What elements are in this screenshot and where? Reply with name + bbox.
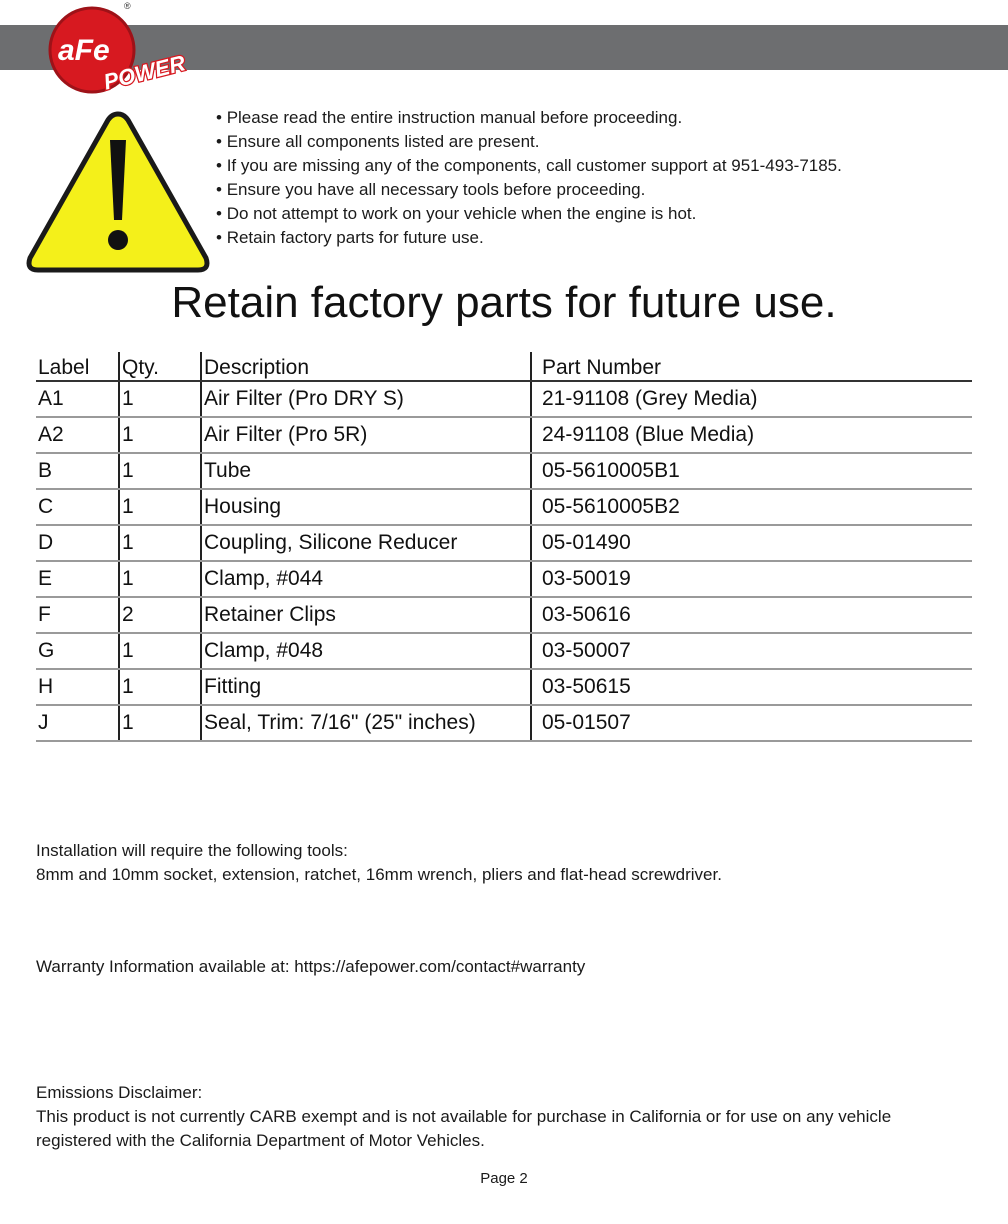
page-title: Retain factory parts for future use. [171,278,837,327]
cell-label: D [36,525,119,561]
svg-text:®: ® [124,2,131,11]
table-row [36,525,972,561]
cell-label: F [36,597,119,633]
cell-part-number: 05-01490 [531,525,972,561]
table-row [36,417,972,453]
cell-qty: 1 [119,417,201,453]
cell-qty: 1 [119,669,201,705]
emissions-text: This product is not currently CARB exempt and is not available for purchase in California or for use on any vehicle registered with the California Department of Motor Vehicles. [36,1107,892,1150]
cell-part-number: 03-50616 [531,597,972,633]
cell-description: Air Filter (Pro 5R) [201,417,531,453]
warning-note: • If you are missing any of the components, call customer support at 951-493-7185. [216,154,842,178]
cell-label: J [36,705,119,741]
cell-description: Air Filter (Pro DRY S) [201,381,531,417]
cell-description: Tube [201,453,531,489]
cell-qty: 1 [119,525,201,561]
cell-label: A1 [36,381,119,417]
warning-note: • Please read the entire instruction manual before proceeding. [216,106,842,130]
cell-qty: 1 [119,489,201,525]
table-row [36,597,972,633]
afe-power-logo [42,2,202,102]
warning-note: • Ensure all components listed are present. [216,130,842,154]
cell-qty: 1 [119,561,201,597]
cell-part-number: 03-50615 [531,669,972,705]
table-row [36,561,972,597]
logo-tagline: POWER [101,50,188,95]
header-label: Label [36,352,119,381]
warning-triangle-icon [24,108,212,276]
cell-label: G [36,633,119,669]
cell-qty: 1 [119,453,201,489]
cell-qty: 1 [119,705,201,741]
header-part-number: Part Number [531,352,972,381]
cell-qty: 1 [119,633,201,669]
cell-description: Clamp, #044 [201,561,531,597]
table-row [36,453,972,489]
warning-note: • Ensure you have all necessary tools before proceeding. [216,178,842,202]
cell-part-number: 05-5610005B2 [531,489,972,525]
cell-label: H [36,669,119,705]
table-row [36,381,972,417]
cell-description: Fitting [201,669,531,705]
warning-notes-list [216,106,842,250]
header-description: Description [201,352,531,381]
warranty-info: Warranty Information available at: https://afepower.com/contact#warranty [36,957,586,976]
cell-part-number: 03-50019 [531,561,972,597]
table-header-row [36,352,972,381]
table-row [36,669,972,705]
cell-qty: 1 [119,381,201,417]
tools-section [36,839,722,887]
header-qty: Qty. [119,352,201,381]
table-row [36,633,972,669]
cell-part-number: 03-50007 [531,633,972,669]
emissions-heading: Emissions Disclaimer: [36,1083,203,1102]
cell-description: Seal, Trim: 7/16" (25" inches) [201,705,531,741]
parts-table [36,352,972,742]
tools-heading: Installation will require the following tools: [36,841,348,860]
cell-description: Clamp, #048 [201,633,531,669]
cell-description: Retainer Clips [201,597,531,633]
cell-description: Housing [201,489,531,525]
cell-part-number: 24-91108 (Blue Media) [531,417,972,453]
cell-label: B [36,453,119,489]
logo-brand-text: aFe [58,34,110,67]
cell-part-number: 05-5610005B1 [531,453,972,489]
table-row [36,489,972,525]
cell-label: C [36,489,119,525]
cell-qty: 2 [119,597,201,633]
table-row [36,705,972,741]
cell-part-number: 21-91108 (Grey Media) [531,381,972,417]
cell-label: A2 [36,417,119,453]
cell-description: Coupling, Silicone Reducer [201,525,531,561]
warning-note: • Do not attempt to work on your vehicle when the engine is hot. [216,202,842,226]
emissions-section [36,1081,966,1153]
warning-note: • Retain factory parts for future use. [216,226,842,250]
tools-list: 8mm and 10mm socket, extension, ratchet, 16mm wrench, pliers and flat-head screwdriver. [36,865,722,884]
page-number: Page 2 [480,1170,528,1187]
cell-label: E [36,561,119,597]
cell-part-number: 05-01507 [531,705,972,741]
